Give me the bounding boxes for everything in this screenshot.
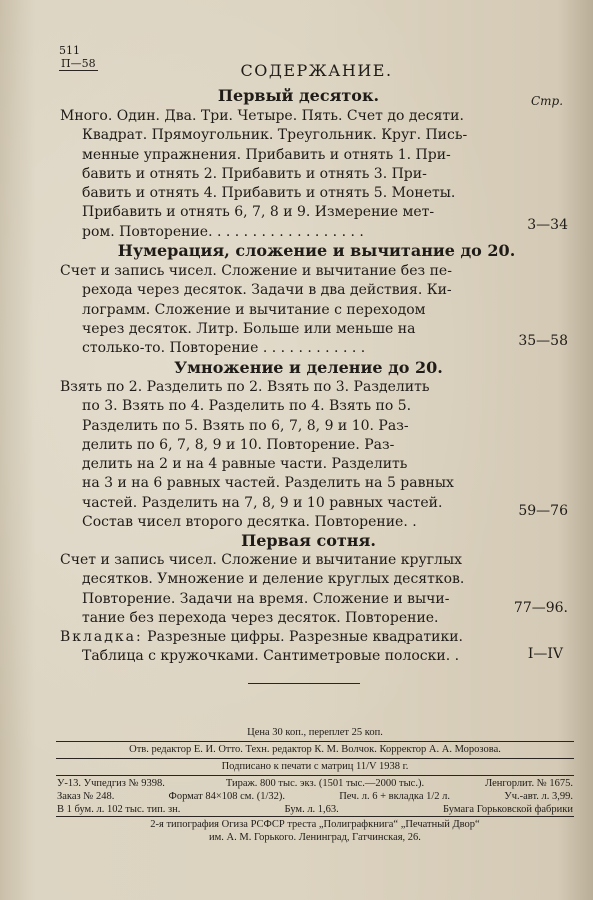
- entry-line: рехода через десяток. Задачи в два действия. Ки-: [82, 282, 452, 299]
- print-data-row: [57, 803, 573, 816]
- divider: [56, 816, 574, 817]
- catalog-code-index: П—58: [61, 57, 96, 70]
- entry-line: делить на 2 и на 4 равные части. Разделить: [82, 456, 408, 473]
- entry-line: на 3 и на 6 равных частей. Разделить на 5 равных: [82, 475, 454, 492]
- section-heading: Первая сотня.: [241, 531, 376, 550]
- print-data-row: [57, 777, 573, 790]
- imprint-block: [57, 818, 573, 844]
- print-data-cell: Бум. л. 1,63.: [284, 804, 339, 815]
- print-data-row: [57, 790, 573, 803]
- imprint-block: [57, 760, 573, 773]
- printer-line: им. А. М. Горького. Ленинград, Гатчинская, 26.: [209, 832, 421, 843]
- print-data-cell: Ленгорлит. № 1675.: [485, 778, 573, 789]
- page-title: СОДЕРЖАНИЕ.: [240, 61, 393, 80]
- entry-line: ром. Повторение. . . . . . . . . . . . . . . . . .: [82, 223, 364, 240]
- entry-line: через десяток. Литр. Больше или меньше на: [82, 320, 416, 337]
- imprint-block: [57, 777, 573, 816]
- entry-line: лограмм. Сложение и вычитание с переходом: [82, 301, 426, 318]
- print-data-cell: Бумага Горьковской фабрики: [443, 804, 573, 815]
- insert-entry: [60, 628, 525, 667]
- divider: [248, 683, 360, 684]
- divider: [56, 741, 574, 742]
- print-data-cell: В 1 бум. л. 102 тыс. тип. зн.: [57, 804, 181, 815]
- entry-line: Квадрат. Прямоугольник. Треугольник. Круг. Пись-: [82, 127, 468, 144]
- entry-line: бавить и отнять 4. Прибавить и отнять 5. Монеты.: [82, 185, 456, 202]
- entry-line: делить по 6, 7, 8, 9 и 10. Повторение. Раз-: [82, 436, 395, 453]
- print-data-cell: Печ. л. 6 + вкладка 1/2 л.: [339, 791, 451, 802]
- insert-line: Таблица с кружочками. Сантиметровые полоски. .: [82, 648, 460, 665]
- editors-line: Отв. редактор Е. И. Отто. Техн. редактор К. М. Волчок. Корректор А. А. Морозова.: [129, 744, 501, 755]
- page-range: 3—34: [527, 217, 568, 233]
- entry-line: десятков. Умножение и деление круглых десятков.: [82, 571, 465, 588]
- signed-line: Подписано к печати с матриц 11/V 1938 г.: [221, 761, 409, 772]
- entry-line: Повторение. Задачи на время. Сложение и вычи-: [82, 590, 450, 607]
- page-range: 59—76: [518, 503, 568, 519]
- entry-line: по 3. Взять по 4. Разделить по 4. Взять по 5.: [82, 398, 412, 415]
- insert-line: Разрезные цифры. Разрезные квадратики.: [147, 629, 463, 645]
- entry-line: менные упражнения. Прибавить и отнять 1. При-: [82, 146, 451, 163]
- print-data-cell: Уч.-авт. л. 3,99.: [504, 791, 573, 802]
- entry-line: Прибавить и отнять 6, 7, 8 и 9. Измерение мет-: [82, 204, 435, 221]
- print-data-cell: Тираж. 800 тыс. экз. (1501 тыс.—2000 тыс.).: [225, 778, 425, 789]
- section-entry-text: [60, 262, 525, 358]
- imprint-block: [57, 743, 573, 756]
- entry-line: Состав чисел второго десятка. Повторение. .: [82, 514, 417, 531]
- section-entry-text: [60, 107, 525, 242]
- entry-line: Разделить по 5. Взять по 6, 7, 8, 9 и 10. Раз-: [82, 417, 409, 434]
- price-line: Цена 30 коп., переплет 25 коп.: [247, 727, 383, 738]
- page-range: 77—96.: [513, 600, 568, 616]
- entry-line: частей. Разделить на 7, 8, 9 и 10 равных частей.: [82, 494, 443, 511]
- section-heading: Нумерация, сложение и вычитание до 20.: [117, 241, 516, 260]
- divider: [56, 758, 574, 759]
- section-heading: Первый десяток.: [217, 86, 380, 105]
- section-entry-text: [60, 551, 525, 628]
- section-entry-text: [60, 378, 525, 532]
- print-data-cell: У-13. Учпедгиз № 9398.: [57, 778, 165, 789]
- entry-line: столько-то. Повторение . . . . . . . . . . . .: [82, 340, 366, 357]
- print-data-cell: Формат 84×108 см. (1/32).: [168, 791, 285, 802]
- page-range: I—IV: [527, 646, 563, 662]
- section-heading: Умножение и деление до 20.: [174, 358, 443, 377]
- print-data-cell: Заказ № 248.: [57, 791, 115, 802]
- entry-line: тание без перехода через десяток. Повторение.: [82, 609, 439, 626]
- entry-line: Счет и запись чисел. Сложение и вычитание круглых: [60, 552, 462, 568]
- catalog-code-number: 511: [59, 44, 80, 57]
- entry-line: Счет и запись чисел. Сложение и вычитание без пе-: [60, 263, 452, 279]
- imprint-block: [57, 726, 573, 739]
- printer-line: 2-я типография Огиза РСФСР треста „Полиграфкнига“ „Печатный Двор“: [150, 819, 480, 830]
- entry-line: бавить и отнять 2. Прибавить и отнять 3. При-: [82, 165, 427, 182]
- pages-column-header: Стр.: [531, 94, 564, 108]
- entry-line: Много. Один. Два. Три. Четыре. Пять. Счет до десяти.: [60, 108, 464, 124]
- entry-line: Взять по 2. Разделить по 2. Взять по 3. Разделить: [60, 379, 430, 395]
- divider: [56, 775, 574, 776]
- insert-label: Вкладка:: [60, 629, 143, 645]
- page-range: 35—58: [518, 333, 568, 349]
